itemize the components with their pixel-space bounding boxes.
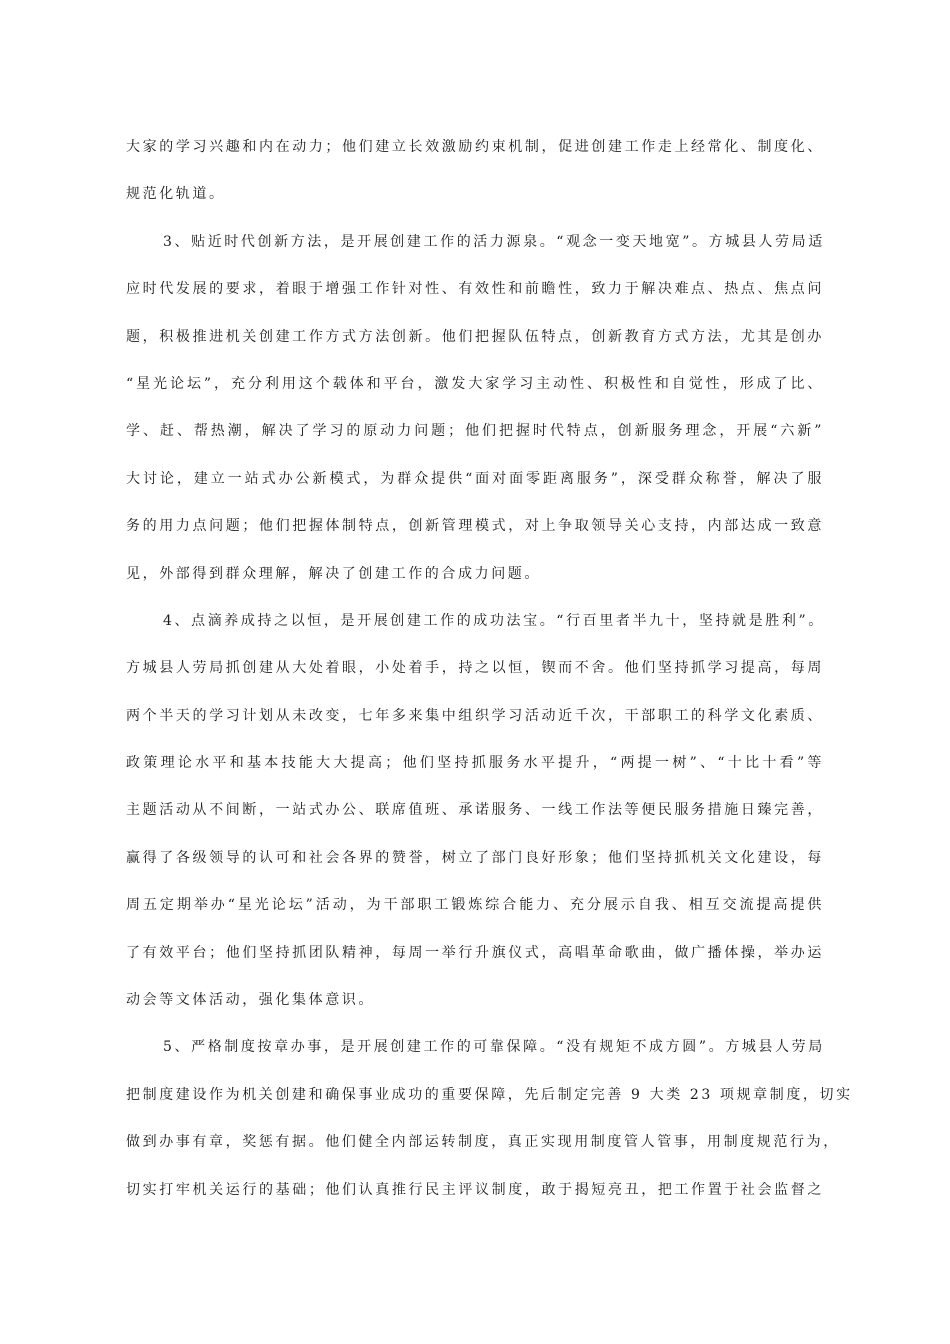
document-body (126, 133, 853, 1223)
text-line: 周五定期举办“星光论坛”活动，为干部职工锻炼综合能力、充分展示自我、相互交流提高提供 (126, 897, 824, 914)
text-line: 3、贴近时代创新方法，是开展创建工作的活力源泉。“观念一变天地宽”。方城县人劳局适 (163, 233, 825, 250)
text-line: 题，积极推进机关创建工作方式方法创新。他们把握队伍特点，创新教育方式方法，尤其是创办 (126, 328, 824, 345)
text-line: 了有效平台；他们坚持抓团队精神，每周一举行升旗仪式，高唱革命歌曲，做广播体操，举办运 (126, 944, 824, 961)
text-line: 大家的学习兴趣和内在动力；他们建立长效激励约束机制，促进创建工作走上经常化、制度化、 (126, 139, 824, 155)
text-line: 见，外部得到群众理解，解决了创建工作的合成力问题。 (126, 565, 541, 582)
text-line: 主题活动从不间断，一站式办公、联席值班、承诺服务、一线工作法等便民服务措施日臻完善， (126, 802, 824, 819)
text-line: 大讨论，建立一站式办公新模式，为群众提供“面对面零距离服务”，深受群众称誉，解决了服 (126, 470, 824, 487)
text-line: 学、赶、帮热潮，解决了学习的原动力问题；他们把握时代特点，创新服务理念，开展“六新” (126, 423, 824, 440)
text-line: 方城县人劳局抓创建从大处着眼，小处着手，持之以恒，锲而不舍。他们坚持抓学习提高，每周 (126, 660, 824, 677)
text-line: 政策理论水平和基本技能大大提高；他们坚持抓服务水平提升，“两提一树”、“十比十看”等 (126, 755, 824, 772)
text-line: 做到办事有章，奖惩有据。他们健全内部运转制度，真正实现用制度管人管事，用制度规范行为， (126, 1134, 840, 1151)
text-line: 动会等文体活动，强化集体意识。 (126, 992, 375, 1009)
text-line: 切实打牢机关运行的基础；他们认真推行民主评议制度，敢于揭短亮丑，把工作置于社会监督之 (126, 1181, 824, 1198)
text-line: 把制度建设作为机关创建和确保事业成功的重要保障，先后制定完善 9 大类 23 项规章制度，切实 (126, 1086, 853, 1103)
text-line: 4、点滴养成持之以恒，是开展创建工作的成功法宝。“行百里者半九十，坚持就是胜利”。 (163, 612, 825, 629)
text-line: 务的用力点问题；他们把握体制特点，创新管理模式，对上争取领导关心支持，内部达成一致意 (126, 518, 824, 535)
text-line: 规范化轨道。 (126, 186, 226, 203)
text-line: 赢得了各级领导的认可和社会各界的赞誉，树立了部门良好形象；他们坚持抓机关文化建设，每 (126, 849, 824, 866)
text-line: 5、严格制度按章办事，是开展创建工作的可靠保障。“没有规矩不成方圆”。方城县人劳局 (163, 1039, 825, 1056)
text-line: 两个半天的学习计划从未改变，七年多来集中组织学习活动近千次，干部职工的科学文化素质、 (126, 707, 824, 724)
text-line: “星光论坛”，充分利用这个载体和平台，激发大家学习主动性、积极性和自觉性，形成了比、 (126, 375, 824, 392)
text-line: 应时代发展的要求，着眼于增强工作针对性、有效性和前瞻性，致力于解决难点、热点、焦点问 (126, 281, 824, 298)
